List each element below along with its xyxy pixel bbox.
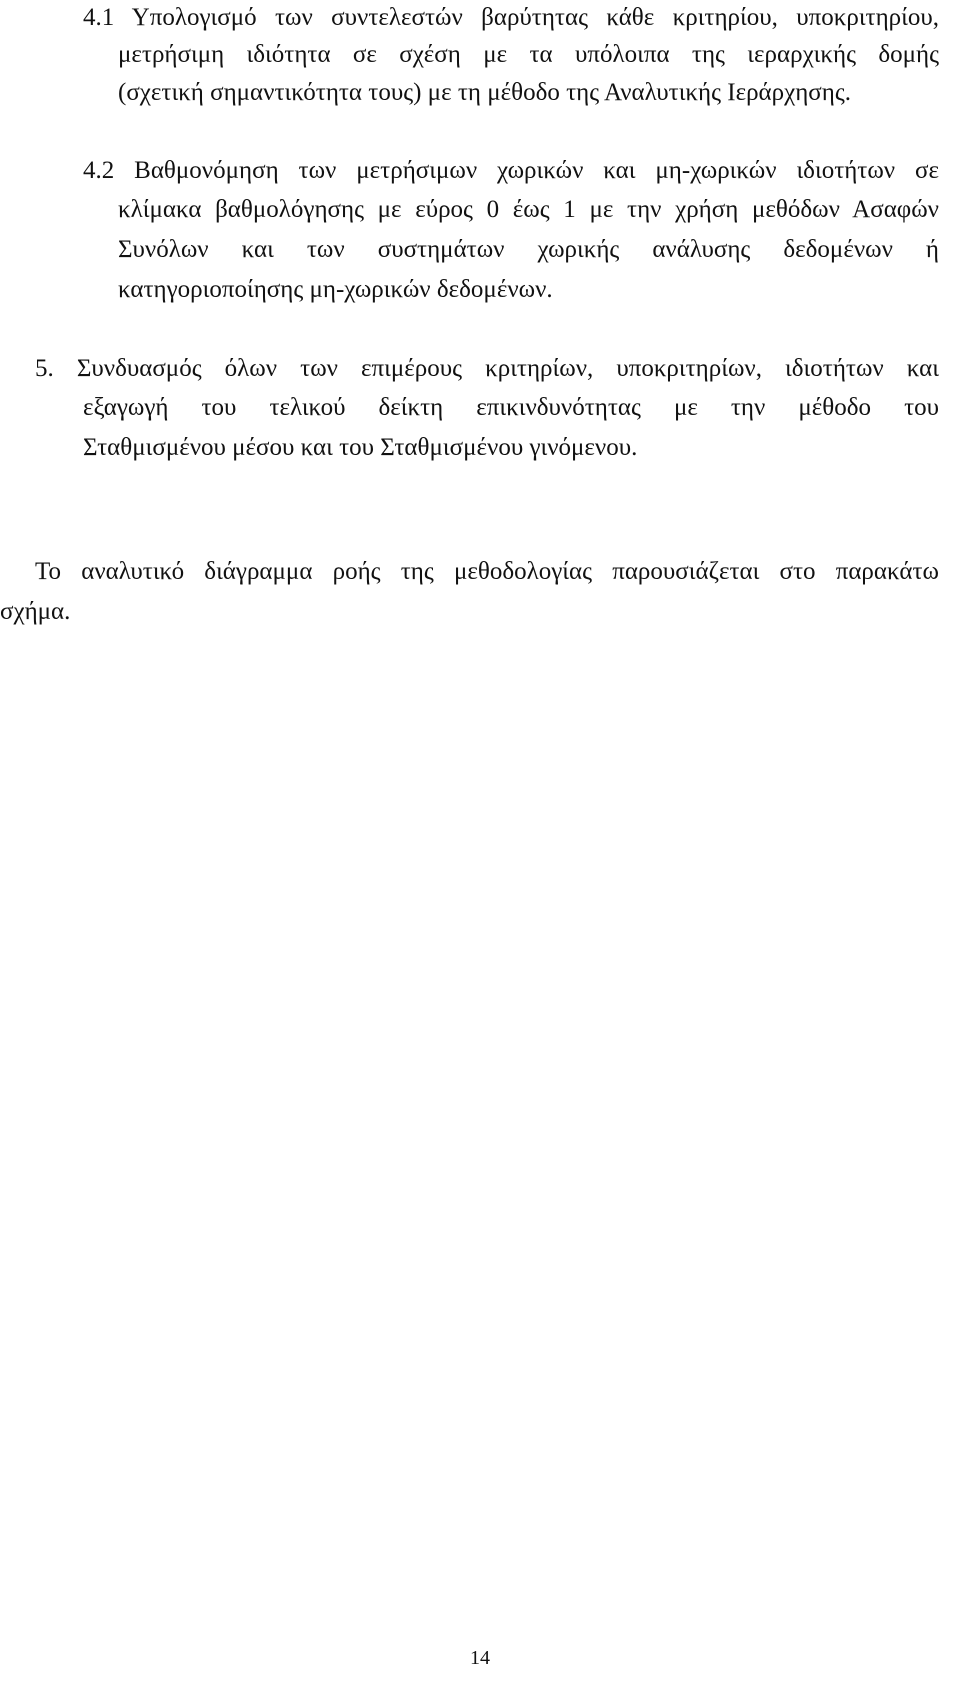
text-line: σχήμα. [0,598,71,625]
text-line: Σταθμισμένου μέσου και του Σταθμισμένου γινόμενου. [83,434,638,461]
page-number: 14 [470,1647,490,1669]
text-line: μετρήσιμη ιδιότητα σε σχέση με τα υπόλοιπα της ιεραρχικής δομής [118,41,939,68]
text-line: Το αναλυτικό διάγραμμα ροής της μεθοδολογίας παρουσιάζεται στο παρακάτω [35,558,939,585]
text-line: Συνόλων και των συστημάτων χωρικής ανάλυσης δεδομένων ή [118,236,939,263]
text-line: 4.2 Βαθμονόμηση των μετρήσιμων χωρικών και μη-χωρικών ιδιοτήτων σε [83,157,939,184]
text-line: κατηγοριοποίησης μη-χωρικών δεδομένων. [118,276,553,303]
text-line: (σχετική σημαντικότητα τους) με τη μέθοδο της Αναλυτικής Ιεράρχησης. [118,79,851,106]
text-line: 4.1 Υπολογισμό των συντελεστών βαρύτητας κάθε κριτηρίου, υποκριτηρίου, [83,4,939,31]
text-line: 5. Συνδυασμός όλων των επιμέρους κριτηρίων, υποκριτηρίων, ιδιοτήτων και [35,355,939,382]
text-line: εξαγωγή του τελικού δείκτη επικινδυνότητας με την μέθοδο του [83,394,939,421]
text-line: κλίμακα βαθμολόγησης με εύρος 0 έως 1 με την χρήση μεθόδων Ασαφών [118,196,939,223]
